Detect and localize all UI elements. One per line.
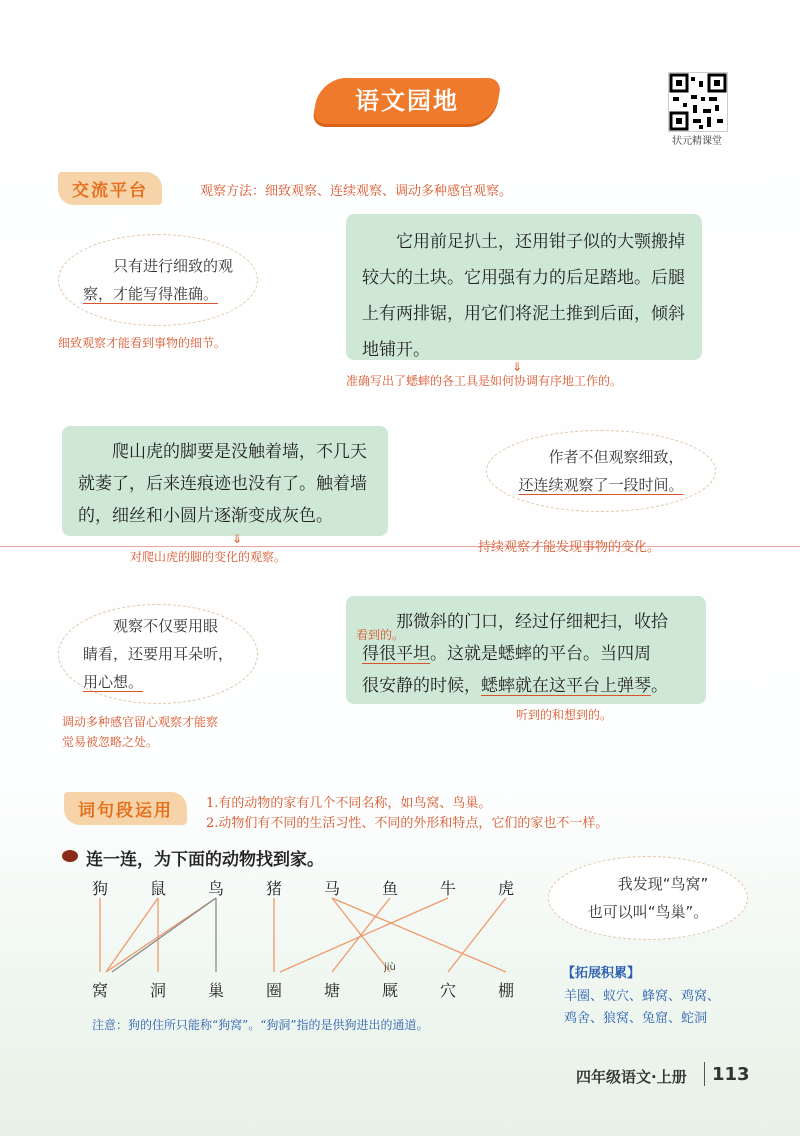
box-3-line-3-end: 。 [651,676,668,696]
pinyin-jiu: jiù [384,962,396,973]
bubble-1-line-2: 察，才能写得准确。 [82,285,218,303]
box-3-underline-2: 蟋蟀就在这平台上弹琴 [481,676,651,696]
box-3-line-2-rest: 。这就是蟋蟀的平台。当四周 [430,644,651,664]
footer-divider [704,1062,705,1086]
text-box-1: 它用前足扒土，还用钳子似的大颚搬掉较大的土块。它用强有力的后足踏地。后腿上有两排锯，用它们将泥土推到后面，倾斜地铺开。 [346,214,702,360]
bubble-2-line-1: 作者不但观察细致， [548,448,684,466]
thought-bubble-1 [58,234,258,326]
animal-horse: 马 [324,879,341,898]
bubble-4-line-1: 我发现“鸟窝” [617,875,709,893]
note-bubble-2: 持续观察才能发现事物的变化。 [478,540,661,555]
note-box-3-seen: 看到的。 [356,628,405,642]
extend-line-1: 羊圈、蚁穴、蜂窝、鸡窝、 [564,989,721,1004]
words-tag: 词句段运用 [64,792,187,825]
arrow-down-icon: ⇓ [232,532,243,546]
qr-code[interactable] [668,72,728,132]
animal-dog: 狗 [92,879,109,898]
bubble-2-line-2: 还连续观察了一段时间。 [518,476,684,494]
bubble-1-line-1: 只有进行细致的观 [112,257,233,275]
arrow-down-icon: ⇓ [512,360,523,374]
home-nest: 窝 [92,981,109,1000]
home-bird-nest: 巢 [208,981,225,1000]
home-pen: 圈 [266,981,283,1000]
home-hole: 洞 [150,981,167,1000]
thought-bubble-4 [548,856,748,940]
box-3-line-3 [362,670,690,702]
extend-list [564,986,720,1030]
note-box-2: 对爬山虎的脚的变化的观察。 [130,550,287,564]
exchange-tag: 交流平台 [58,172,162,205]
note-box-1: 准确写出了蟋蟀的各工具是如何协调有序地工作的。 [346,374,623,388]
qr-label: 状元精课堂 [672,136,722,147]
note-box-3-heard: 听到的和想到的。 [516,708,613,722]
page-title: 语文园地 [355,87,459,115]
thought-bubble-3 [58,604,258,704]
animal-tiger: 虎 [498,879,515,898]
bubble-3-line-1: 观察不仅要用眼 [112,617,218,635]
bubble-3-line-3: 用心想。 [82,673,143,691]
animal-cow: 牛 [440,879,457,898]
text-box-3 [346,596,706,704]
home-stable: 厩 [382,981,399,1000]
text-box-2: 爬山虎的脚要是没触着墙，不几天就萎了，后来连痕迹也没有了。触着墙的，细丝和小圆片逐渐变成灰色。 [62,426,388,536]
bullet-icon [62,850,78,862]
words-note-1: 1.有的动物的家有几个不同名称，如鸟窝、鸟巢。 [206,796,492,811]
book-title: 四年级语文·上册 [576,1068,687,1086]
note-bubble-3-line-2: 觉易被忽略之处。 [62,735,159,749]
bubble-4-line-2: 也可以叫“鸟巢”。 [587,903,709,921]
home-shed: 棚 [498,981,515,1000]
extend-title: 【拓展积累】 [562,966,641,981]
box-3-line-3-start: 很安静的时候， [362,676,481,696]
note-bubble-3-line-1: 调动多种感官留心观察才能察 [62,715,219,729]
page-number: 113 [712,1064,750,1085]
task-title: 连一连，为下面的动物找到家。 [86,850,324,870]
words-note-2: 2.动物们有不同的生活习性、不同的外形和特点，它们的家也不一样。 [206,816,609,831]
attention-note: 注意：狗的住所只能称“狗窝”。“狗洞”指的是供狗进出的通道。 [92,1018,429,1032]
box-3-underline-1: 得很平坦 [362,644,430,664]
observation-method: 观察方法：细致观察、连续观察、调动多种感官观察。 [200,184,513,199]
animal-pig: 猪 [266,879,283,898]
box-3-line-2 [362,638,690,670]
home-pond: 塘 [324,981,341,1000]
extend-line-2: 鸡舍、狼窝、兔窟、蛇洞 [564,1011,708,1026]
note-1: 细致观察才能看到事物的细节。 [58,336,227,350]
home-den: 穴 [440,981,457,1000]
animal-mouse: 鼠 [150,879,167,898]
divider-line [0,546,800,547]
box-3-line-1: 那微斜的门口，经过仔细耙扫，收拾 [396,612,668,632]
bubble-3-line-2: 睛看，还要用耳朵听， [82,645,233,663]
matching-exercise[interactable] [0,868,540,1008]
animal-fish: 鱼 [382,879,399,898]
note-bubble-3 [62,712,218,752]
thought-bubble-2 [486,430,716,512]
animal-bird: 鸟 [208,879,225,898]
